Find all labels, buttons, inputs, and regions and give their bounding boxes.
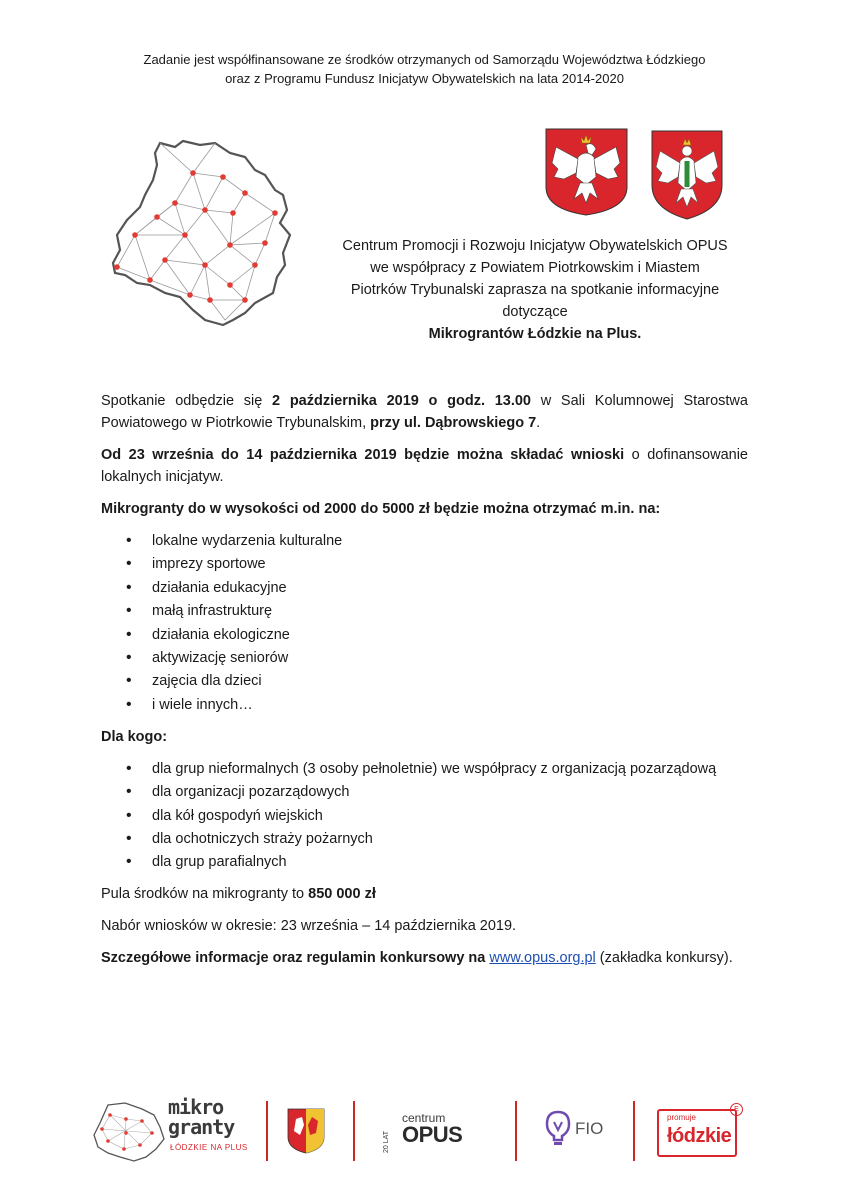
funding-note-line-1: Zadanie jest współfinansowane ze środków otrzymanych od Samorządu Województwa Łódzkiego <box>143 52 706 67</box>
intro-line-1: Centrum Promocji i Rozwoju Inicjatyw Obywatelskich OPUS <box>342 238 728 254</box>
intro-line-4: dotyczące <box>502 304 568 320</box>
list-item: • i wiele innych… <box>101 694 748 716</box>
list-item: • zajęcia dla dzieci <box>101 670 748 692</box>
opus-anniversary-label: 20 LAT <box>383 1130 390 1153</box>
opus-logo-text: OPUS <box>402 1122 463 1147</box>
details-bold: Szczegółowe informacje oraz regulamin konkursowy na <box>101 950 486 967</box>
meeting-date: 2 października 2019 o godz. 13.00 <box>272 393 531 409</box>
list-item: • lokalne wydarzenia kulturalne <box>101 530 748 552</box>
fio-logo-text: FIO <box>575 1119 604 1138</box>
intro-block <box>320 235 750 345</box>
promuje-label: promuje <box>667 1113 696 1122</box>
meeting-paragraph <box>101 390 748 434</box>
details-paragraph <box>101 947 748 969</box>
for-whom-heading-text: Dla kogo: <box>101 728 168 745</box>
logo-divider <box>353 1101 355 1161</box>
mikrogranty-wordmark <box>168 1097 234 1137</box>
list-item: • imprezy sportowe <box>101 553 748 575</box>
list-item: • dla grup nieformalnych (3 osoby pełnoletnie) we współpracy z organizacją pozarządową <box>101 758 748 780</box>
mikrogranty-word-1: mikro <box>168 1095 224 1119</box>
logo-divider <box>266 1101 268 1161</box>
funding-note-line-2: oraz z Programu Fundusz Inicjatyw Obywatelskich na lata 2014-2020 <box>225 71 624 86</box>
intro-line-3: Piotrków Trybunalski zaprasza na spotkanie informacyjne <box>350 282 720 298</box>
list-item: • działania ekologiczne <box>101 624 748 646</box>
opus-centrum-label: centrum <box>402 1111 446 1125</box>
meeting-text-3: . <box>536 415 541 431</box>
powiat-coat-of-arms <box>544 127 629 217</box>
pool-amount: 850 000 zł <box>308 886 376 903</box>
intro-title: Mikrograntów Łódzkie na Plus. <box>428 326 642 342</box>
applications-paragraph <box>101 444 748 488</box>
pool-text: Pula środków na mikrogranty to <box>101 886 309 903</box>
logo-divider <box>515 1101 517 1161</box>
funding-note <box>0 50 849 88</box>
region-outline <box>113 141 290 325</box>
promuje-lodzkie-logo <box>657 1109 737 1157</box>
list-item: • małą infrastrukturę <box>101 600 748 622</box>
promuje-lodzkie-e-badge: E <box>730 1103 743 1116</box>
partner-logos-bar <box>90 1093 760 1165</box>
region-network-map <box>105 135 305 335</box>
applications-dates: Od 23 września do 14 października 2019 będzie można składać wnioski <box>101 447 625 463</box>
lodzkie-label: łódzkie <box>667 1125 732 1147</box>
meeting-text-1: Spotkanie odbędzie się <box>101 393 273 409</box>
region-coat-of-arms <box>286 1107 326 1155</box>
applications-rest: o dofinansowanie lokalnych inicjatyw. <box>101 447 748 485</box>
list-item: • dla grup parafialnych <box>101 851 748 873</box>
for-whom-heading <box>101 726 748 748</box>
opus-website-link[interactable]: www.opus.org.pl <box>489 950 596 967</box>
list-item: • dla kół gospodyń wiejskich <box>101 805 748 827</box>
grants-heading <box>101 498 748 520</box>
list-item: • działania edukacyjne <box>101 577 748 599</box>
intro-line-2: we współpracy z Powiatem Piotrkowskim i Miastem <box>370 260 700 276</box>
fio-bulb-icon <box>545 1110 571 1150</box>
list-item: • dla organizacji pozarządowych <box>101 781 748 803</box>
list-item: • dla ochotniczych straży pożarnych <box>101 828 748 850</box>
period-paragraph: Nabór wniosków w okresie: 23 września – 14 października 2019. <box>101 918 517 935</box>
mikrogranty-map-icon <box>90 1101 168 1163</box>
pool-paragraph <box>101 883 748 905</box>
mikrogranty-word-2: granty <box>168 1115 235 1139</box>
details-rest: (zakładka konkursy). <box>595 950 733 967</box>
mikrogranty-tagline: ŁÓDZKIE NA PLUS <box>170 1143 248 1152</box>
purposes-list <box>101 530 748 716</box>
for-whom-list <box>101 758 748 874</box>
list-item: • aktywizację seniorów <box>101 647 748 669</box>
meeting-address: przy ul. Dąbrowskiego 7 <box>370 415 537 431</box>
piotrkow-coat-of-arms <box>648 127 726 221</box>
meeting-text-2: w Sali Kolumnowej Starostwa Powiatowego w Piotrkowie Trybunalskim, <box>101 393 748 431</box>
logo-divider <box>633 1101 635 1161</box>
document-body <box>101 390 748 979</box>
grants-heading-text: Mikrogranty do w wysokości od 2000 do 5000 zł będzie można otrzymać m.in. na: <box>101 501 661 517</box>
